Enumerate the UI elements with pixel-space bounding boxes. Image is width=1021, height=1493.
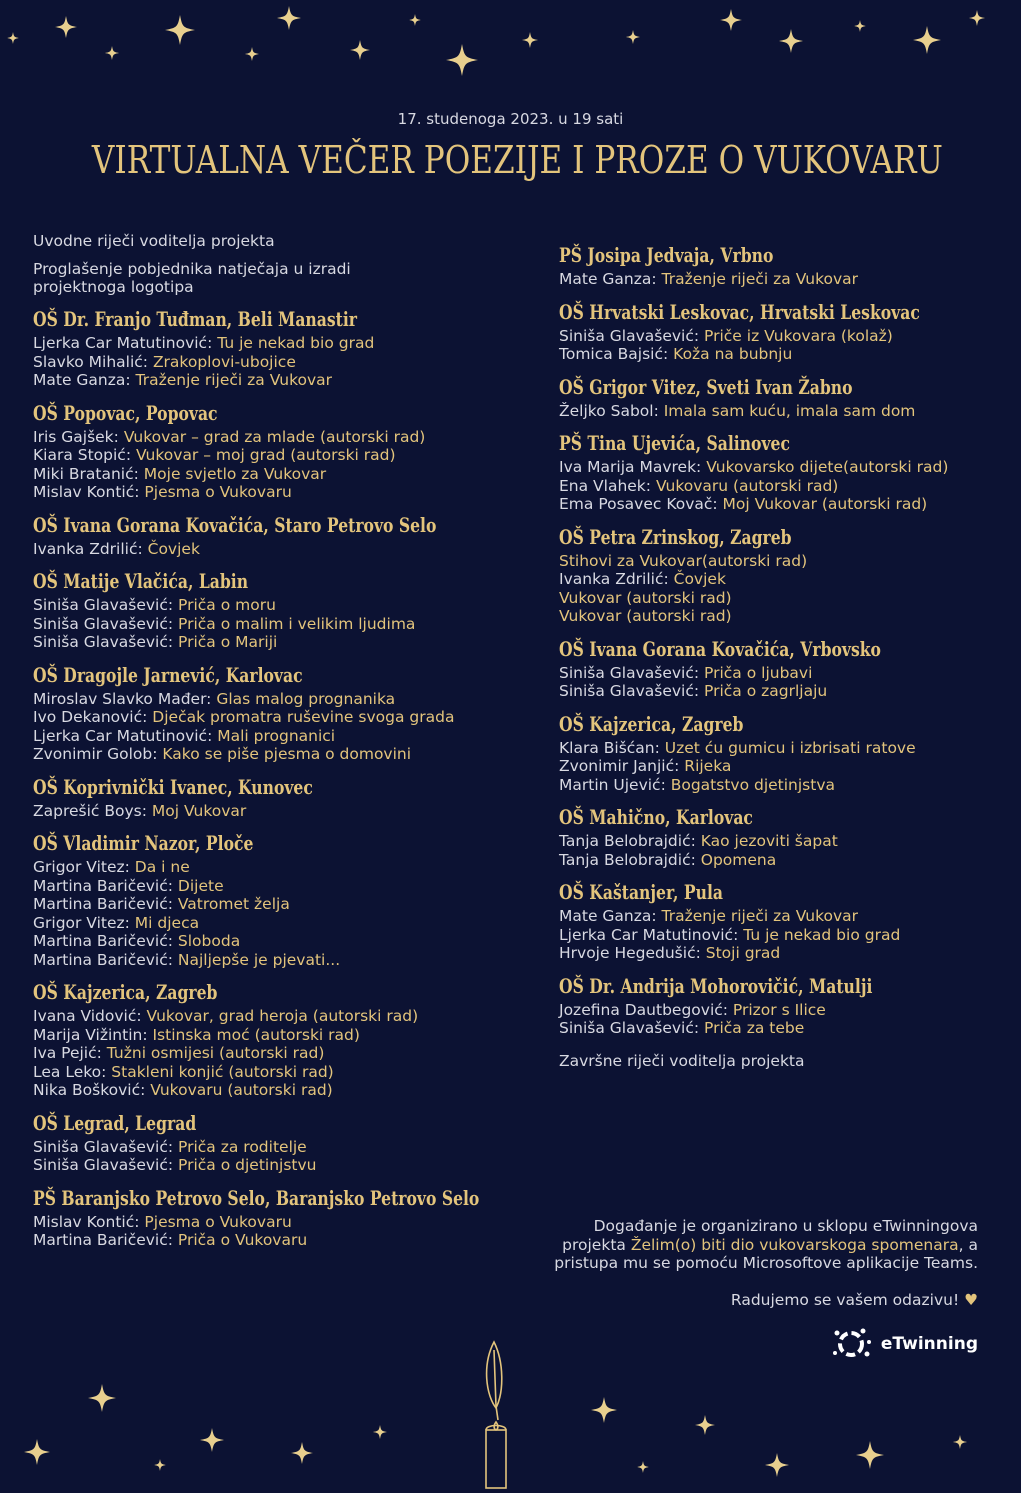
entry-author: Tanja Belobrajdić: xyxy=(559,832,701,850)
entry-author: Ljerka Car Matutinović: xyxy=(33,334,218,352)
entry-work: Imala sam kuću, imala sam dom xyxy=(663,401,916,420)
program-entry xyxy=(33,727,503,746)
program-entry xyxy=(559,402,999,421)
school-name: OŠ Dr. Andrija Mohorovičić, Matulji xyxy=(559,973,873,998)
program-entry xyxy=(559,851,999,870)
entry-work: Priča za tebe xyxy=(704,1019,805,1037)
entry-work: Čovjek xyxy=(147,539,200,558)
etwinning-mark-icon xyxy=(831,1326,875,1362)
school-name: OŠ Popovac, Popovac xyxy=(33,400,218,425)
school-block xyxy=(33,774,503,821)
school-name: OŠ Matije Vlačića, Labin xyxy=(33,569,249,593)
entry-author: Mate Ganza: xyxy=(33,371,136,389)
program-entry xyxy=(33,1063,503,1082)
entry-author: Siniša Glavašević: xyxy=(33,633,179,651)
entry-work: Glas malog prognanika xyxy=(216,689,396,708)
program-entry xyxy=(33,895,503,914)
program-entry xyxy=(559,682,999,701)
entry-work: Stoji grad xyxy=(705,944,781,962)
entry-author: Miroslav Slavko Mađer: xyxy=(33,689,217,708)
entry-work: Pjesma o Vukovaru xyxy=(144,1212,292,1231)
school-name: OŠ Ivana Gorana Kovačića, Staro Petrovo Selo xyxy=(33,512,437,537)
intro-opening: Uvodne riječi voditelja projekta xyxy=(33,232,275,250)
entry-work: Tu je nekad bio grad xyxy=(743,925,901,944)
entry-work: Priča o zagrljaju xyxy=(704,682,828,700)
entry-author: Iris Gajšek: xyxy=(33,427,124,446)
right-school-list xyxy=(559,242,999,1038)
program-entry xyxy=(559,1001,999,1020)
entry-work: Vukovaru (autorski rad) xyxy=(150,1081,333,1099)
program-entry xyxy=(559,776,999,795)
entry-author: Ljerka Car Matutinović: xyxy=(559,925,744,944)
entry-author: Martina Baričević: xyxy=(33,1231,178,1249)
program-entry xyxy=(559,832,999,851)
school-name: OŠ Kajzerica, Zagreb xyxy=(33,980,218,1004)
program-entry xyxy=(33,540,503,559)
footer-line-1: Događanje je organizirano u sklopu eTwinningova xyxy=(593,1217,978,1235)
entry-work: Priče iz Vukovara (kolaž) xyxy=(704,326,893,345)
entry-author: Siniša Glavašević: xyxy=(33,596,179,614)
entry-work: Najljepše je pjevati... xyxy=(177,950,341,969)
school-block xyxy=(559,636,999,701)
entry-author: Mislav Kontić: xyxy=(33,483,145,501)
program-entry xyxy=(559,739,999,758)
entry-author: Ivanka Zdrilić: xyxy=(33,539,148,558)
entry-author: Kiara Stopić: xyxy=(33,446,136,464)
entry-work: Mi djeca xyxy=(134,913,200,932)
school-name: PŠ Tina Ujevića, Salinovec xyxy=(559,431,790,455)
school-name: OŠ Legrad, Legrad xyxy=(33,1110,197,1135)
entry-author: Martina Baričević: xyxy=(33,895,178,913)
program-entry xyxy=(33,690,503,709)
entry-work: Vukovar, grad heroja (autorski rad) xyxy=(146,1007,419,1025)
footer-text: projekta xyxy=(562,1235,631,1254)
program-entry xyxy=(559,495,999,514)
program-entry xyxy=(33,446,503,465)
school-block xyxy=(33,1110,503,1175)
program-entry xyxy=(33,802,503,821)
school-name: PŠ Josipa Jedvaja, Vrbno xyxy=(559,243,774,267)
entry-author: Siniša Glavašević: xyxy=(559,1019,705,1037)
program-entry xyxy=(559,345,999,364)
school-name: PŠ Baranjsko Petrovo Selo, Baranjsko Petrovo Selo xyxy=(33,1185,480,1210)
program-entry xyxy=(33,1138,503,1157)
school-name: OŠ Kaštanjer, Pula xyxy=(559,880,724,904)
entry-work: Vukovaru (autorski rad) xyxy=(655,476,839,495)
entry-author: Zaprešić Boys: xyxy=(33,801,152,820)
entry-author: Mate Ganza: xyxy=(559,270,662,288)
program-entry xyxy=(33,353,503,372)
entry-work: Priča o moru xyxy=(178,596,276,614)
program-entry xyxy=(559,589,999,608)
program-entry xyxy=(559,458,999,477)
logo-text: eTwinning xyxy=(880,1334,978,1354)
entry-author: Siniša Glavašević: xyxy=(559,682,705,700)
program-entry xyxy=(33,615,503,634)
school-name: OŠ Grigor Vitez, Sveti Ivan Žabno xyxy=(559,374,853,399)
entry-work: Da i ne xyxy=(134,858,190,876)
entry-author: Siniša Glavašević: xyxy=(559,326,705,345)
entry-author: Ivanka Zdrilić: xyxy=(559,570,674,588)
entry-work: Traženje riječi za Vukovar xyxy=(661,907,859,925)
footer-note xyxy=(510,1217,978,1273)
program-entry xyxy=(33,1007,503,1026)
entry-author: Željko Sabol: xyxy=(559,401,664,420)
entry-work: Uzet ću gumicu i izbrisati ratove xyxy=(664,738,916,757)
entry-author: Siniša Glavašević: xyxy=(33,614,179,633)
entry-author: Miki Bratanić: xyxy=(33,464,144,483)
entry-work: Vukovar (autorski rad) xyxy=(559,588,732,607)
program-entry xyxy=(33,1156,503,1175)
entry-work: Priča o malim i velikim ljudima xyxy=(178,614,416,633)
thanks-text: Radujemo se vašem odazivu! xyxy=(730,1291,960,1309)
page-title: VIRTUALNA VEČER POEZIJE I PROZE O VUKOVARU xyxy=(91,138,943,182)
program-entry xyxy=(33,1213,503,1232)
program-entry xyxy=(559,944,999,963)
school-name: OŠ Dr. Franjo Tuđman, Beli Manastir xyxy=(33,307,358,331)
candle-quill-icon xyxy=(472,1340,552,1490)
footer-line-2 xyxy=(510,1236,978,1255)
entry-work: Priča o Vukovaru xyxy=(177,1231,308,1249)
school-block xyxy=(33,830,503,969)
entry-author: Siniša Glavašević: xyxy=(33,1156,179,1174)
entry-work: Bogatstvo djetinjstva xyxy=(670,775,836,794)
entry-work: Priča o djetinjstvu xyxy=(178,1156,317,1174)
school-block xyxy=(33,568,503,652)
entry-work: Dijete xyxy=(177,876,224,895)
program-left-column xyxy=(33,232,503,1258)
school-name: OŠ Koprivnički Ivanec, Kunovec xyxy=(33,774,313,799)
program-entry xyxy=(559,552,999,571)
entry-work: Vatromet želja xyxy=(177,895,290,913)
program-entry xyxy=(559,327,999,346)
school-block xyxy=(559,374,999,421)
entry-work: Tu je nekad bio grad xyxy=(217,334,375,352)
program-entry xyxy=(33,745,503,764)
school-name: OŠ Dragojle Jarnević, Karlovac xyxy=(33,662,303,687)
entry-author: Slavko Mihalić: xyxy=(33,352,153,371)
entry-work: Traženje riječi za Vukovar xyxy=(661,270,859,288)
entry-author: Grigor Vitez: xyxy=(33,858,135,876)
entry-work: Kako se piše pjesma o domovini xyxy=(162,745,412,763)
program-entry xyxy=(33,1044,503,1063)
entry-author: Zvonimir Golob: xyxy=(33,745,163,763)
entry-author: Marija Vižintin: xyxy=(33,1025,153,1044)
entry-work: Priča za roditelje xyxy=(178,1137,307,1156)
entry-work: Vukovar (autorski rad) xyxy=(559,607,732,625)
program-entry xyxy=(33,708,503,727)
entry-author: Ljerka Car Matutinović: xyxy=(33,726,218,745)
entry-author: Iva Marija Mavrek: xyxy=(559,458,707,476)
closing-words: Završne riječi voditelja projekta xyxy=(559,1051,805,1070)
program-entry xyxy=(33,932,503,951)
entry-work: Mali prognanici xyxy=(217,726,336,745)
program-entry xyxy=(33,428,503,447)
school-name: OŠ Petra Zrinskog, Zagreb xyxy=(559,524,792,549)
footer-line-3: pristupa mu se pomoću Microsoftove aplikacije Teams. xyxy=(554,1254,978,1272)
entry-author: Martina Baričević: xyxy=(33,950,178,969)
program-entry xyxy=(559,907,999,926)
entry-work: Vukovarsko dijete(autorski rad) xyxy=(706,458,949,476)
entry-work: Priča o ljubavi xyxy=(704,663,813,682)
school-block xyxy=(33,1185,503,1250)
entry-work: Rijeka xyxy=(684,757,732,775)
entry-work: Stihovi za Vukovar(autorski rad) xyxy=(559,551,808,570)
intro-logo-award: Proglašenje pobjednika natječaja u izradi projektnoga logotipa xyxy=(33,260,351,296)
thanks-note xyxy=(731,1291,978,1309)
entry-work: Prizor s Ilice xyxy=(732,1000,826,1019)
entry-author: Ivo Dekanović: xyxy=(33,708,153,726)
footer-text: , a xyxy=(958,1235,978,1254)
program-entry xyxy=(33,334,503,353)
school-block xyxy=(33,979,503,1100)
entry-work: Sloboda xyxy=(177,932,241,950)
program-entry xyxy=(559,1019,999,1038)
school-block xyxy=(559,299,999,364)
program-entry xyxy=(33,914,503,933)
program-entry xyxy=(559,607,999,626)
entry-work: Kao jezoviti šapat xyxy=(700,832,838,850)
entry-work: Opomena xyxy=(700,850,777,869)
entry-author: Mate Ganza: xyxy=(559,907,662,925)
school-block xyxy=(559,879,999,963)
entry-author: Ema Posavec Kovač: xyxy=(559,495,723,513)
school-name: OŠ Kajzerica, Zagreb xyxy=(559,711,744,736)
entry-work: Priča o Mariji xyxy=(178,633,278,651)
entry-author: Iva Pejić: xyxy=(33,1044,107,1062)
program-entry xyxy=(559,757,999,776)
entry-work: Tužni osmijesi (autorski rad) xyxy=(106,1044,325,1062)
program-right-column xyxy=(559,232,999,1080)
entry-author: Mislav Kontić: xyxy=(33,1212,145,1231)
program-entry xyxy=(559,926,999,945)
school-block xyxy=(559,973,999,1038)
entry-work: Moj Vukovar xyxy=(151,801,247,820)
school-block xyxy=(33,512,503,559)
entry-author: Lea Leko: xyxy=(33,1062,112,1081)
entry-work: Zrakoplovi-ubojice xyxy=(152,352,296,371)
entry-author: Siniša Glavašević: xyxy=(559,663,705,682)
entry-author: Tomica Bajsić: xyxy=(559,345,674,363)
entry-work: Dječak promatra ruševine svoga grada xyxy=(152,708,455,726)
program-entry xyxy=(33,858,503,877)
program-entry xyxy=(559,477,999,496)
school-block xyxy=(33,662,503,764)
entry-work: Istinska moć (autorski rad) xyxy=(152,1025,360,1044)
entry-work: Traženje riječi za Vukovar xyxy=(135,371,333,389)
school-block xyxy=(33,306,503,390)
entry-author: Ena Vlahek: xyxy=(559,476,656,495)
entry-work: Koža na bubnju xyxy=(673,345,793,363)
program-entry xyxy=(33,951,503,970)
program-entry xyxy=(559,664,999,683)
entry-author: Zvonimir Janjić: xyxy=(559,757,685,775)
school-name: OŠ Ivana Gorana Kovačića, Vrbovsko xyxy=(559,636,881,661)
entry-author: Klara Bišćan: xyxy=(559,738,665,757)
school-name: OŠ Hrvatski Leskovac, Hrvatski Leskovac xyxy=(559,299,920,324)
entry-work: Stakleni konjić (autorski rad) xyxy=(111,1062,334,1081)
program-entry xyxy=(33,633,503,652)
entry-author: Tanja Belobrajdić: xyxy=(559,850,701,869)
entry-work: Čovjek xyxy=(673,570,726,588)
entry-work: Moje svjetlo za Vukovar xyxy=(143,464,327,483)
entry-author: Martin Ujević: xyxy=(559,775,671,794)
entry-author: Hrvoje Hegedušić: xyxy=(559,944,706,962)
etwinning-logo xyxy=(831,1326,978,1362)
program-entry xyxy=(33,877,503,896)
program-entry xyxy=(33,371,503,390)
left-school-list xyxy=(33,306,503,1250)
school-block xyxy=(559,242,999,289)
program-entry xyxy=(33,1026,503,1045)
school-block xyxy=(33,400,503,502)
school-block xyxy=(559,804,999,869)
school-name: OŠ Mahično, Karlovac xyxy=(559,805,753,829)
event-date: 17. studenoga 2023. u 19 sati xyxy=(397,110,624,128)
program-entry xyxy=(33,483,503,502)
program-entry xyxy=(559,570,999,589)
program-entry xyxy=(33,465,503,484)
heart-icon: ♥ xyxy=(964,1291,978,1309)
program-entry xyxy=(559,270,999,289)
project-name: Želim(o) biti dio vukovarskoga spomenara xyxy=(630,1235,959,1254)
entry-work: Vukovar – moj grad (autorski rad) xyxy=(135,446,396,464)
entry-author: Siniša Glavašević: xyxy=(33,1137,179,1156)
entry-author: Grigor Vitez: xyxy=(33,913,135,932)
entry-work: Vukovar – grad za mlade (autorski rad) xyxy=(123,427,426,446)
entry-author: Martina Baričević: xyxy=(33,876,178,895)
entry-work: Moj Vukovar (autorski rad) xyxy=(722,495,928,513)
school-block xyxy=(559,430,999,514)
entry-author: Nika Bošković: xyxy=(33,1081,151,1099)
entry-author: Ivana Vidović: xyxy=(33,1007,147,1025)
entry-author: Martina Baričević: xyxy=(33,932,178,950)
school-name: OŠ Vladimir Nazor, Ploče xyxy=(33,831,254,855)
program-entry xyxy=(33,1081,503,1100)
entry-author: Jozefina Dautbegović: xyxy=(559,1000,733,1019)
school-block xyxy=(559,524,999,626)
program-entry xyxy=(33,596,503,615)
entry-work: Pjesma o Vukovaru xyxy=(144,483,292,501)
program-entry xyxy=(33,1231,503,1250)
school-block xyxy=(559,711,999,795)
